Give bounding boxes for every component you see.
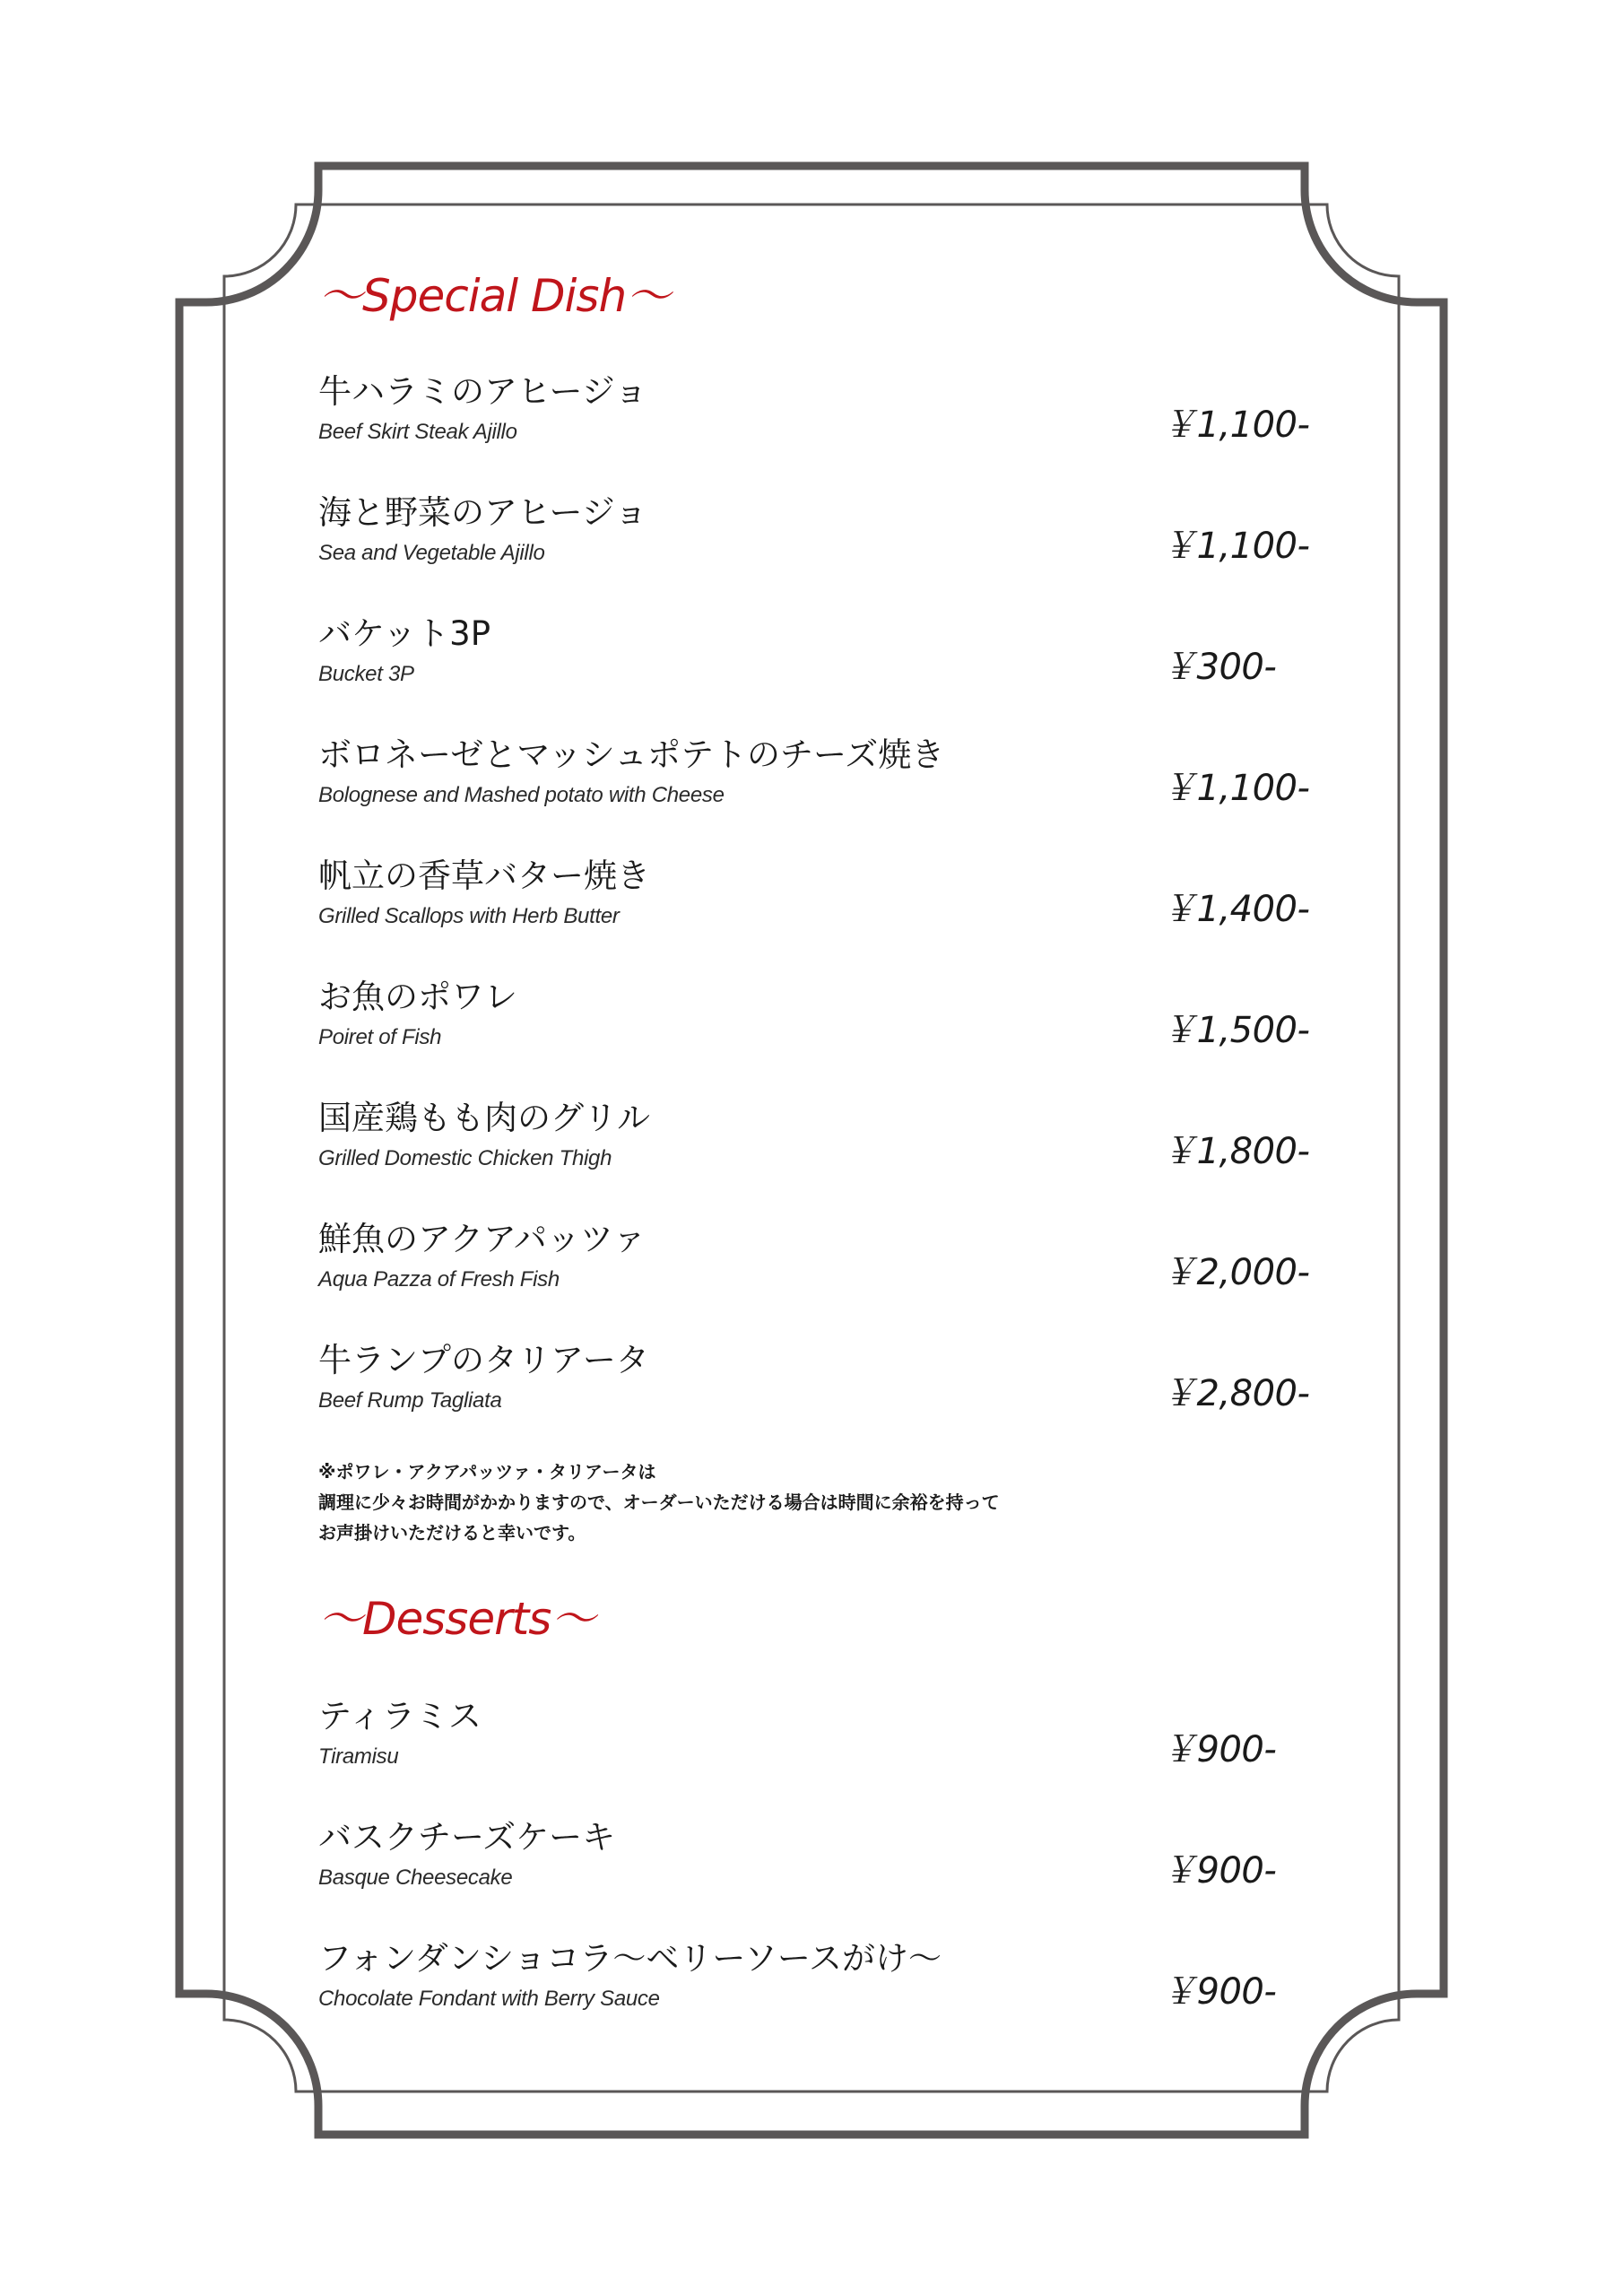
note-line: ※ポワレ・アクアパッツァ・タリアータは xyxy=(318,1461,656,1483)
item-price: ￥2,000- xyxy=(1161,1252,1310,1293)
item-price: ￥900- xyxy=(1161,1729,1277,1770)
item-name-en: Aqua Pazza of Fresh Fish xyxy=(318,1267,560,1292)
item-name-jp: バケット3P xyxy=(318,614,491,653)
special-dish-item xyxy=(318,857,1310,958)
item-name-jp: 牛ランプのタリアータ xyxy=(318,1341,649,1379)
item-name-jp: 国産鶏もも肉のグリル xyxy=(318,1099,650,1137)
item-name-jp: フォンダンショコラ〜ベリーソースがけ〜 xyxy=(318,1939,942,1978)
item-price: ￥1,400- xyxy=(1161,889,1310,930)
item-name-en: Bucket 3P xyxy=(318,662,414,686)
special-dish-item xyxy=(318,372,1310,474)
special-dish-item xyxy=(318,614,1305,716)
special-dish-item xyxy=(318,978,1310,1079)
item-name-jp: ティラミス xyxy=(318,1697,482,1735)
special-dish-item xyxy=(318,1220,1310,1321)
special-dish-item xyxy=(318,493,1310,595)
item-price: ￥1,800- xyxy=(1161,1131,1310,1172)
special-dish-item xyxy=(318,1099,1310,1200)
item-name-en: Beef Skirt Steak Ajillo xyxy=(318,420,517,444)
dessert-item xyxy=(318,1939,1305,2040)
item-name-jp: 牛ハラミのアヒージョ xyxy=(318,372,648,411)
item-name-en: Poiret of Fish xyxy=(318,1025,442,1049)
item-name-en: Tiramisu xyxy=(318,1744,399,1769)
item-name-jp: バスクチーズケーキ xyxy=(318,1818,616,1857)
item-name-jp: 海と野菜のアヒージョ xyxy=(318,493,648,532)
item-name-en: Chocolate Fondant with Berry Sauce xyxy=(318,1987,660,2011)
special-dish-item xyxy=(318,735,1310,837)
item-name-en: Grilled Scallops with Herb Butter xyxy=(318,904,620,928)
item-name-en: Basque Cheesecake xyxy=(318,1866,513,1890)
note-line: 調理に少々お時間がかかりますので、オーダーいただける場合は時間に余裕を持って xyxy=(318,1492,1000,1513)
item-price: ￥1,500- xyxy=(1161,1010,1310,1051)
item-name-en: Bolognese and Mashed potato with Cheese xyxy=(318,783,725,807)
item-price: ￥1,100- xyxy=(1161,404,1310,446)
item-name-jp: ボロネーゼとマッシュポテトのチーズ焼き xyxy=(318,735,945,774)
item-name-en: Sea and Vegetable Ajillo xyxy=(318,541,545,565)
item-name-jp: 帆立の香草バター焼き xyxy=(318,857,650,895)
item-price: ￥300- xyxy=(1161,647,1277,688)
special-dish-heading: 〜Special Dish〜 xyxy=(318,270,671,322)
item-price: ￥1,100- xyxy=(1161,526,1310,567)
cooking-time-note xyxy=(318,1457,1000,1548)
item-price: ￥900- xyxy=(1161,1971,1277,2013)
dessert-item xyxy=(318,1818,1305,1919)
item-name-jp: お魚のポワレ xyxy=(318,978,517,1016)
item-price: ￥1,100- xyxy=(1161,768,1310,809)
special-dish-item xyxy=(318,1341,1310,1442)
item-name-en: Beef Rump Tagliata xyxy=(318,1388,502,1413)
item-price: ￥2,800- xyxy=(1161,1373,1310,1414)
note-line: お声掛けいただけると幸いです。 xyxy=(318,1522,586,1544)
desserts-heading: 〜Desserts〜 xyxy=(318,1593,595,1645)
dessert-item xyxy=(318,1697,1305,1798)
item-name-en: Grilled Domestic Chicken Thigh xyxy=(318,1146,612,1170)
item-name-jp: 鮮魚のアクアパッツァ xyxy=(318,1220,647,1258)
item-price: ￥900- xyxy=(1161,1850,1277,1892)
